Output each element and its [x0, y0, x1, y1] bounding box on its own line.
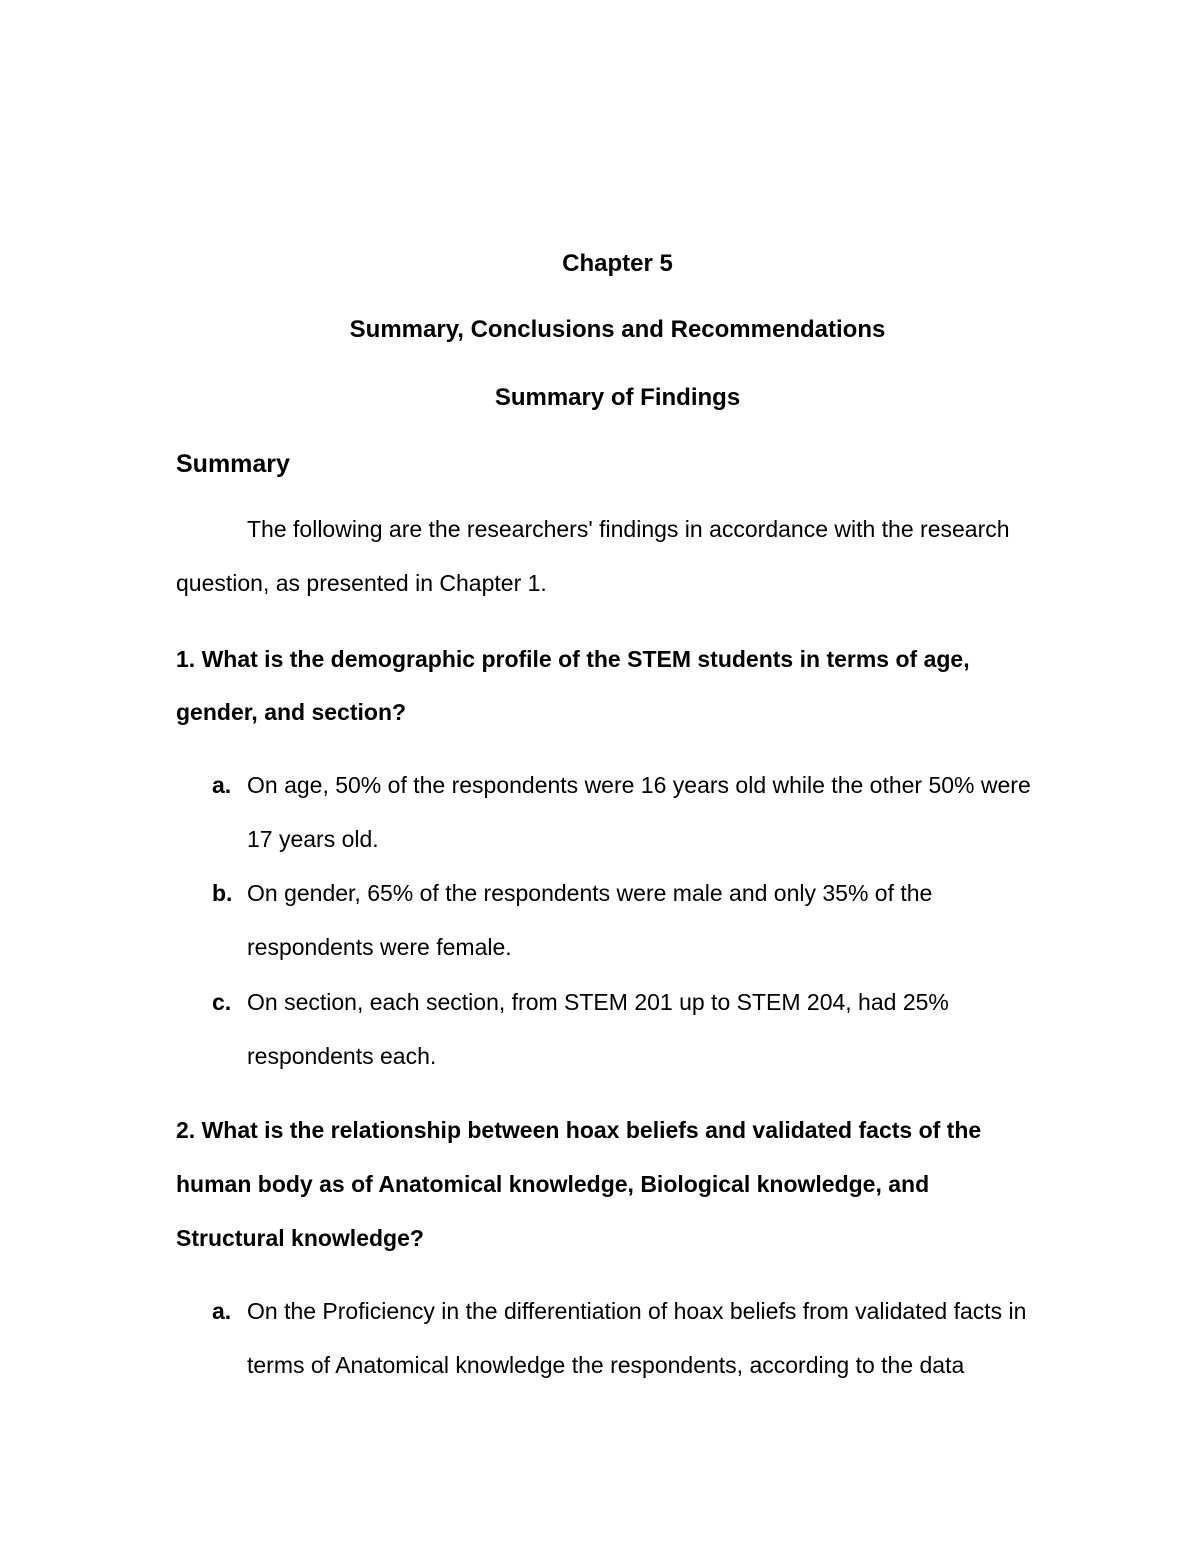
answer-1c-line-1: On section, each section, from STEM 201 up to STEM 204, had 25% [247, 989, 949, 1015]
answer-2a-line-2: terms of Anatomical knowledge the respondents, according to the data [247, 1352, 965, 1378]
intro-line-2: question, as presented in Chapter 1. [176, 570, 547, 596]
question-2-line-1 [176, 1116, 981, 1144]
question-1-text-1: What is the demographic profile of the STEM students in terms of age, [201, 646, 970, 672]
answer-1c-marker: c. [212, 989, 232, 1015]
answer-1b-marker: b. [212, 880, 233, 906]
question-1-number: 1. [176, 646, 196, 672]
question-1-line-1 [176, 645, 970, 673]
answer-2a-marker: a. [212, 1298, 232, 1324]
chapter-subtitle: Summary of Findings [494, 384, 741, 411]
answer-1a-marker: a. [212, 772, 232, 798]
question-2-line-3: Structural knowledge? [176, 1225, 424, 1251]
question-2-number: 2. [176, 1117, 196, 1143]
answer-2a-line-1: On the Proficiency in the differentiation of hoax beliefs from validated facts in [247, 1298, 1027, 1324]
intro-line-1: The following are the researchers' findings in accordance with the research [247, 516, 1010, 542]
answer-1a-line-2: 17 years old. [247, 826, 379, 852]
chapter-title: Summary, Conclusions and Recommendations [349, 316, 886, 343]
answer-1a-line-1: On age, 50% of the respondents were 16 years old while the other 50% were [247, 772, 1031, 798]
answer-1c-line-2: respondents each. [247, 1043, 437, 1069]
question-2-text-1: What is the relationship between hoax beliefs and validated facts of the [201, 1117, 982, 1143]
section-heading: Summary [176, 450, 290, 478]
question-1-line-2: gender, and section? [176, 699, 407, 725]
answer-1b-line-2: respondents were female. [247, 934, 512, 960]
answer-1b-line-1: On gender, 65% of the respondents were male and only 35% of the [247, 880, 933, 906]
question-2-line-2: human body as of Anatomical knowledge, Biological knowledge, and [176, 1171, 930, 1197]
chapter-number: Chapter 5 [562, 250, 673, 277]
